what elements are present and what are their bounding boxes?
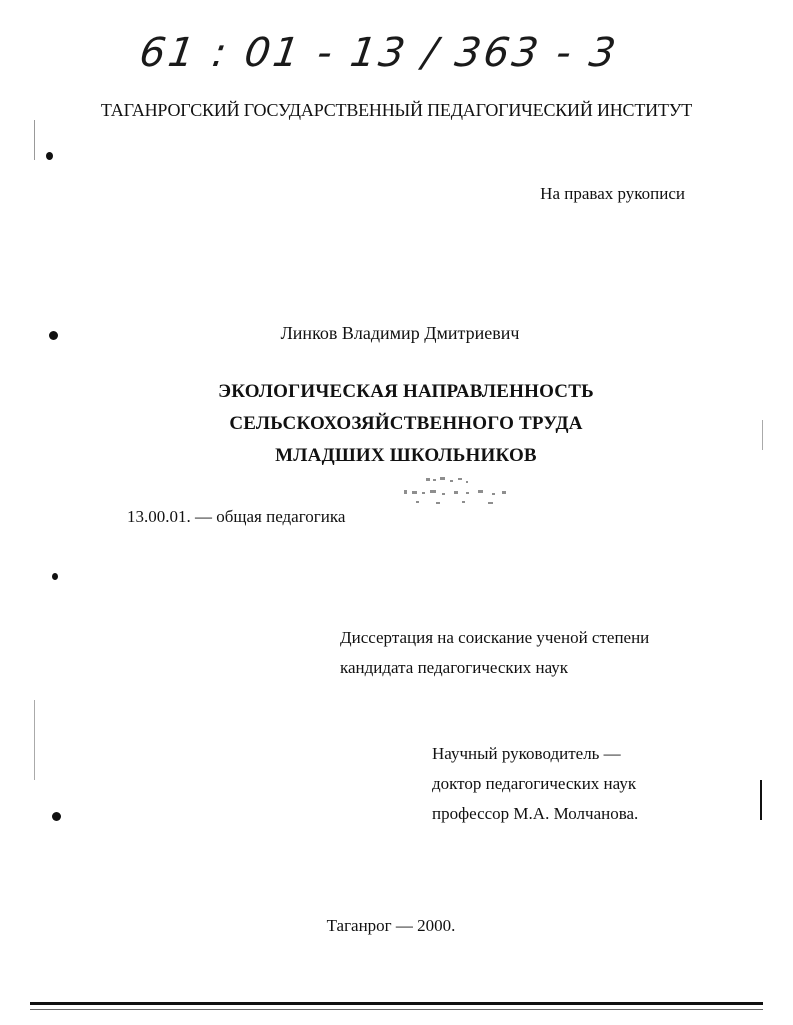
scan-edge-bottom [30, 1002, 763, 1005]
punch-hole-mark [52, 573, 58, 580]
supervisor-line-3: профессор М.А. Молчанова. [432, 804, 639, 823]
supervisor-block [432, 739, 638, 829]
degree-line-2: кандидата педагогических наук [340, 658, 569, 677]
rights-note: На правах рукописи [540, 184, 685, 203]
handwritten-archive-number: 61 : 01 - 13 / 363 - 3 [136, 30, 622, 76]
dissertation-title [0, 376, 793, 472]
title-line-2: СЕЛЬСКОХОЗЯЙСТВЕННОГО ТРУДА [229, 413, 583, 434]
supervisor-line-2: доктор педагогических наук [432, 774, 637, 793]
scan-edge-bottom [30, 1009, 763, 1010]
institute-name: ТАГАНРОГСКИЙ ГОСУДАРСТВЕННЫЙ ПЕДАГОГИЧЕСКИЙ ИНСТИТУТ [100, 100, 693, 120]
scan-edge-left [34, 120, 35, 160]
punch-hole-mark [52, 812, 61, 821]
library-stamp-smudge [396, 474, 526, 510]
degree-statement [340, 623, 649, 683]
city-and-year: Таганрог — 2000. [326, 916, 456, 935]
scan-edge-left [34, 700, 35, 780]
specialty-code: 13.00.01. — общая педагогика [127, 507, 346, 526]
degree-line-1: Диссертация на соискание ученой степени [340, 628, 650, 647]
punch-hole-mark [46, 152, 53, 160]
scan-edge-right [760, 780, 762, 820]
scan-edge-right [762, 420, 763, 450]
author-name: Линков Владимир Дмитриевич [280, 323, 520, 343]
supervisor-line-1: Научный руководитель — [432, 744, 621, 763]
title-line-3: МЛАДШИХ ШКОЛЬНИКОВ [275, 445, 537, 466]
title-line-1: ЭКОЛОГИЧЕСКАЯ НАПРАВЛЕННОСТЬ [218, 381, 594, 402]
punch-hole-mark [49, 331, 58, 340]
